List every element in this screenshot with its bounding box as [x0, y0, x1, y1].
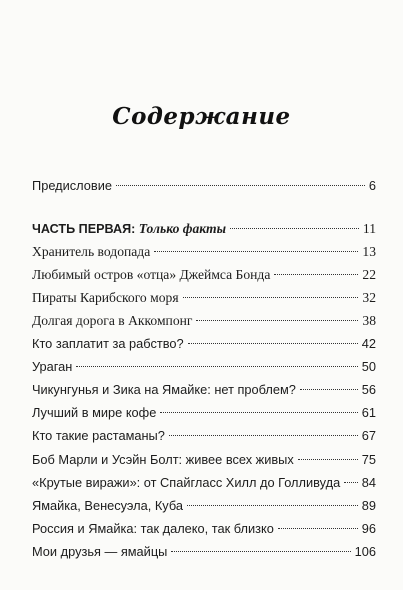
dot-leader: [278, 528, 358, 529]
toc-entry-label: Ямайка, Венесуэла, Куба: [32, 498, 183, 513]
toc-entry-label: Любимый остров «отца» Джеймса Бонда: [32, 267, 271, 282]
toc-entry: [32, 242, 376, 262]
toc-entry-page: 106: [354, 544, 376, 559]
dot-leader: [187, 505, 358, 506]
toc-entry-page: 38: [362, 313, 376, 328]
toc-entry-page: 89: [361, 498, 376, 513]
toc-entry-label: Кто заплатит за рабство?: [32, 336, 184, 351]
dot-leader: [274, 274, 358, 275]
toc-entry: [32, 519, 376, 539]
toc-part-heading: [32, 219, 376, 239]
toc-entry-label: Лучший в мире кофе: [32, 405, 157, 420]
toc-entry-label: Хранитель водопада: [32, 244, 151, 259]
toc-entry: [32, 496, 376, 516]
page-title: Содержание: [112, 103, 291, 130]
dot-leader: [344, 482, 358, 483]
dot-leader: [116, 185, 365, 186]
toc-entry: [32, 265, 376, 285]
toc-entry-label: Россия и Ямайка: так далеко, так близко: [32, 521, 274, 536]
toc-entry-page: 96: [361, 521, 376, 536]
toc-entry-label: Мои друзья — ямайцы: [32, 544, 168, 559]
toc-entry: [32, 403, 376, 423]
dot-leader: [196, 320, 358, 321]
dot-leader: [169, 435, 358, 436]
toc-entry-page: 50: [361, 359, 376, 374]
toc-entry-label: Ураган: [32, 359, 73, 374]
toc-entry: [32, 450, 376, 470]
toc-entry-page: 11: [362, 221, 376, 236]
dot-leader: [160, 412, 357, 413]
dot-leader: [298, 459, 358, 460]
toc-entry: [32, 542, 376, 562]
dot-leader: [76, 366, 357, 367]
toc-entry: [32, 380, 376, 400]
toc-entry-page: 6: [368, 178, 376, 193]
dot-leader: [230, 228, 359, 229]
toc-entry-page: 42: [361, 336, 376, 351]
toc-entry-label: Предисловие: [32, 178, 112, 193]
toc-entry-label: Боб Марли и Усэйн Болт: живее всех живых: [32, 452, 294, 467]
toc-entry: [32, 311, 376, 331]
toc-entry-page: 13: [362, 244, 376, 259]
dot-leader: [183, 297, 359, 298]
toc-entry-page: 67: [361, 428, 376, 443]
toc-entry-label: Чикунгунья и Зика на Ямайке: нет проблем?: [32, 382, 296, 397]
dot-leader: [300, 389, 358, 390]
toc-entry-label: Пираты Карибского моря: [32, 290, 179, 305]
toc-entry-label: Кто такие растаманы?: [32, 428, 165, 443]
toc-entry-label: «Крутые виражи»: от Спайгласс Хилл до Голливуда: [32, 475, 341, 490]
toc-entry-page: 56: [361, 382, 376, 397]
toc-entry: [32, 473, 376, 493]
toc-entry: [32, 334, 376, 354]
toc-preface: [32, 176, 376, 196]
toc-entry: [32, 357, 376, 377]
dot-leader: [154, 251, 358, 252]
toc-part-label: [32, 219, 228, 239]
toc-entry-page: 22: [362, 267, 376, 282]
toc-entry: [32, 426, 376, 446]
part-prefix: ЧАСТЬ ПЕРВАЯ:: [32, 222, 136, 236]
part-name: Только факты: [138, 221, 227, 236]
toc-entry: [32, 288, 376, 308]
dot-leader: [171, 551, 350, 552]
toc-entry-page: 84: [361, 475, 376, 490]
toc-entry-label: Долгая дорога в Аккомпонг: [32, 313, 193, 328]
toc-entry-page: 32: [362, 290, 376, 305]
toc-entry-page: 75: [361, 452, 376, 467]
toc-entry-page: 61: [361, 405, 376, 420]
dot-leader: [188, 343, 358, 344]
